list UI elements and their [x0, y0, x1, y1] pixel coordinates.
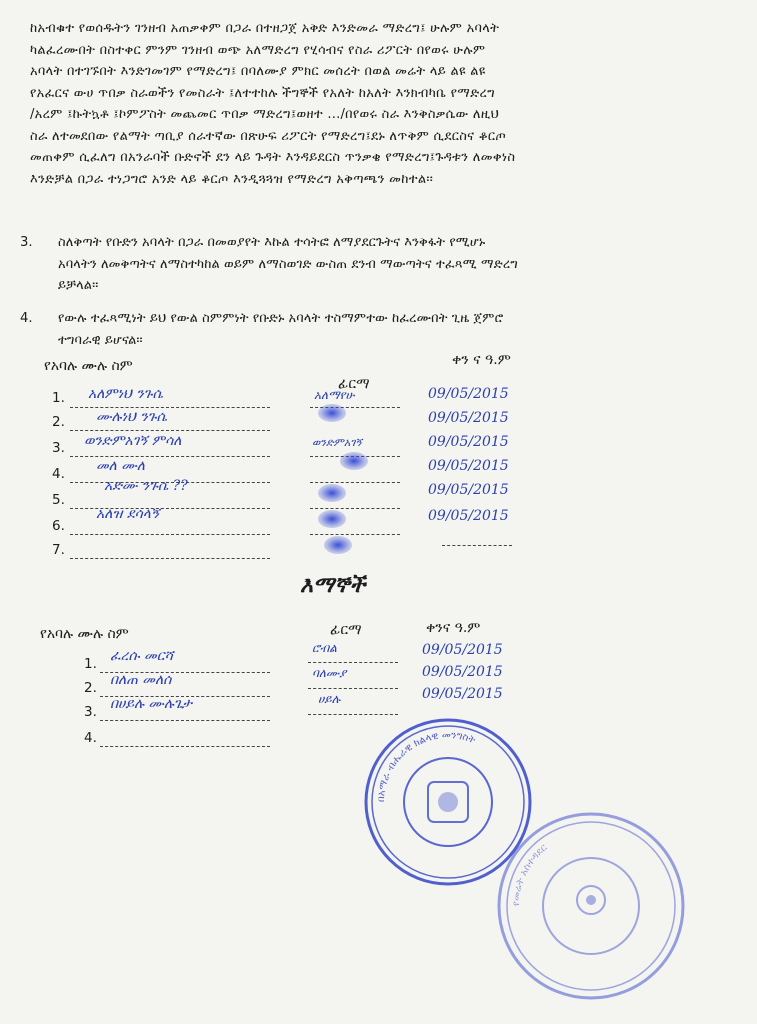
clause-line: ስለቅጣት የቡድን አባላት በጋራ በመወያየት እኩል ተሳትፎ ለማያደርጉትና እንቅፋት የሚሆኑ: [58, 235, 486, 250]
agreement-paragraph: [30, 18, 720, 190]
header-name: የአባሉ ሙሉ ስም: [40, 626, 129, 642]
svg-text:በአማራ ብሔራዊ ክልላዊ መንግስት: [376, 730, 477, 802]
official-stamp: [493, 808, 689, 1004]
signature-mark: [340, 452, 368, 470]
member-name: አለምነህ ንጉሴ: [88, 386, 163, 402]
header-date: ቀንና ዓ.ም: [426, 620, 481, 636]
signature-mark: [318, 404, 346, 422]
signature-line: [308, 714, 398, 715]
witness-signature: ሀይሉ: [318, 692, 341, 706]
header-date: ቀን ና ዓ.ም: [452, 352, 511, 368]
member-date: 09/05/2015: [428, 508, 509, 524]
header-signature: ፊርማ: [338, 376, 370, 392]
row-number: 2.: [52, 414, 65, 430]
clause-4: [20, 308, 720, 352]
clause-3: [20, 232, 720, 298]
paragraph-line: ስራ ለተመደበው የልማት ጣቢያ ሰራተኛው በጽሁፍ ሪፖርት የማድረግ፤ደኑ ለጥቅም ሲደርስና ቆርጦ: [30, 128, 507, 144]
paragraph-line: የአፈርና ውሀ ጥበቃ ስራወችን የመስራት ፤ለተተከሉ ችግኞች የአለት ከአለት እንክብካቤ የማድረግ: [30, 85, 495, 101]
witness-date: 09/05/2015: [422, 664, 503, 680]
date-line: [442, 545, 512, 546]
signature-mark: [318, 484, 346, 502]
name-line: [100, 720, 270, 721]
name-line: [70, 558, 270, 559]
name-line: [70, 534, 270, 535]
member-signature: አለማየሁ: [314, 388, 355, 402]
paragraph-line: እንድቻል በጋራ ተነጋግሮ አንድ ላይ ቆርጦ እንዲጓጓዝ የማድረግ አቅጣጫን መከተል፡፡: [30, 171, 434, 187]
stamp-text: የመሬት አስተዳደር: [510, 842, 550, 907]
signature-line: [308, 688, 398, 689]
clause-line: ተግባራዊ ይሆናል፡፡: [58, 332, 143, 348]
row-number: 3.: [52, 440, 65, 456]
header-name: የአባሉ ሙሉ ስም: [44, 358, 133, 374]
clause-number: 3.: [20, 235, 33, 250]
paragraph-line: ካልፈረሙበት በስተቀር ምንም ገንዘብ ወጭ አለማድረግ የሂሳብና የስራ ሪፖርት በየወሩ ሁሉም: [30, 42, 486, 58]
member-date: 09/05/2015: [428, 410, 509, 426]
witnesses-title: እማኞች: [300, 572, 366, 598]
name-line: [70, 456, 270, 457]
member-date: 09/05/2015: [428, 386, 509, 402]
witness-signature: ሮብል: [312, 641, 337, 655]
member-signature: ወንድምአገኝ: [312, 436, 362, 449]
clause-line: አባላትን ለመቅጣትና ለማስተካከል ወይም ለማስወገድ ውስጠ ደንብ ማውጣትና ተፈጻሚ ማድረግ: [58, 256, 518, 272]
member-name: ሙሉነህ ንጉሴ: [96, 409, 167, 425]
witness-signature: ባለሙያ: [312, 666, 347, 680]
paragraph-line: መጠቀም ሲፈለግ በአንራባች ቡድኖች ደን ላይ ጉዳት እንዳይደርስ ጥንቃቄ የማድረግ፤ጉዳቱን ለመቀነስ: [30, 150, 516, 165]
witness-name: በለጠ መለሰ: [110, 672, 172, 688]
signature-mark: [318, 510, 346, 528]
signature-line: [310, 508, 400, 509]
member-name: መለ ሙለ: [96, 458, 145, 474]
witness-name: በሀይሉ ሙሉጌታ: [110, 696, 192, 712]
paragraph-line: /አረም ፤ኩትኳቶ ፤ኮምፖስት መጨመር ጥበቃ ማድረግ፤ወዘተ .../በየወሩ ስራ እንቅስቃሴው ለዚህ: [30, 107, 500, 122]
row-number: 2.: [84, 680, 97, 696]
paragraph-line: ከአብቁተ የወሰዱትን ገንዘብ አጠቃቀም በጋራ በተዘጋጀ አቅድ እንድመራ ማድረግ፤ ሁሉም አባላት: [30, 21, 500, 36]
row-number: 4.: [84, 730, 97, 746]
name-line: [100, 746, 270, 747]
member-date: 09/05/2015: [428, 458, 509, 474]
member-name: አለዝ ደሳላኝ: [96, 506, 160, 522]
signature-line: [310, 482, 400, 483]
name-line: [70, 407, 270, 408]
row-number: 1.: [84, 656, 97, 672]
row-number: 1.: [52, 390, 65, 406]
witness-date: 09/05/2015: [422, 686, 503, 702]
clause-line: የውሉ ተፈጻሚነት ይህ የውል ስምምነት የቡድኑ አባላት ተስማምተው ከፈረሙበት ጊዜ ጀምሮ: [58, 311, 504, 326]
stamp-text: በአማራ ብሔራዊ ክልላዊ መንግስት: [375, 729, 477, 803]
witness-date: 09/05/2015: [422, 642, 503, 658]
witness-name: ፈረሱ መርሻ: [110, 648, 174, 664]
header-signature: ፊርማ: [330, 622, 362, 638]
clause-number: 4.: [20, 311, 33, 326]
clause-line: ይቻላል፡፡: [58, 278, 99, 293]
member-date: 09/05/2015: [428, 434, 509, 450]
row-number: 3.: [84, 704, 97, 720]
paragraph-line: አባላት በተገኙበት እንድገመገም የማድረግ፤ በባለሙያ ምክር መሰረት በወል መሬት ላይ ልዩ ልዩ: [30, 64, 486, 79]
row-number: 4.: [52, 466, 65, 482]
name-line: [70, 430, 270, 431]
member-name: አድሙ ንጉሴ ??: [104, 478, 188, 494]
signature-mark: [324, 536, 352, 554]
signature-line: [308, 662, 398, 663]
row-number: 5.: [52, 492, 65, 508]
member-name: ወንድምአገኝ ምሳለ: [84, 433, 182, 449]
row-number: 7.: [52, 542, 65, 558]
row-number: 6.: [52, 518, 65, 534]
signature-line: [310, 534, 400, 535]
member-date: 09/05/2015: [428, 482, 509, 498]
